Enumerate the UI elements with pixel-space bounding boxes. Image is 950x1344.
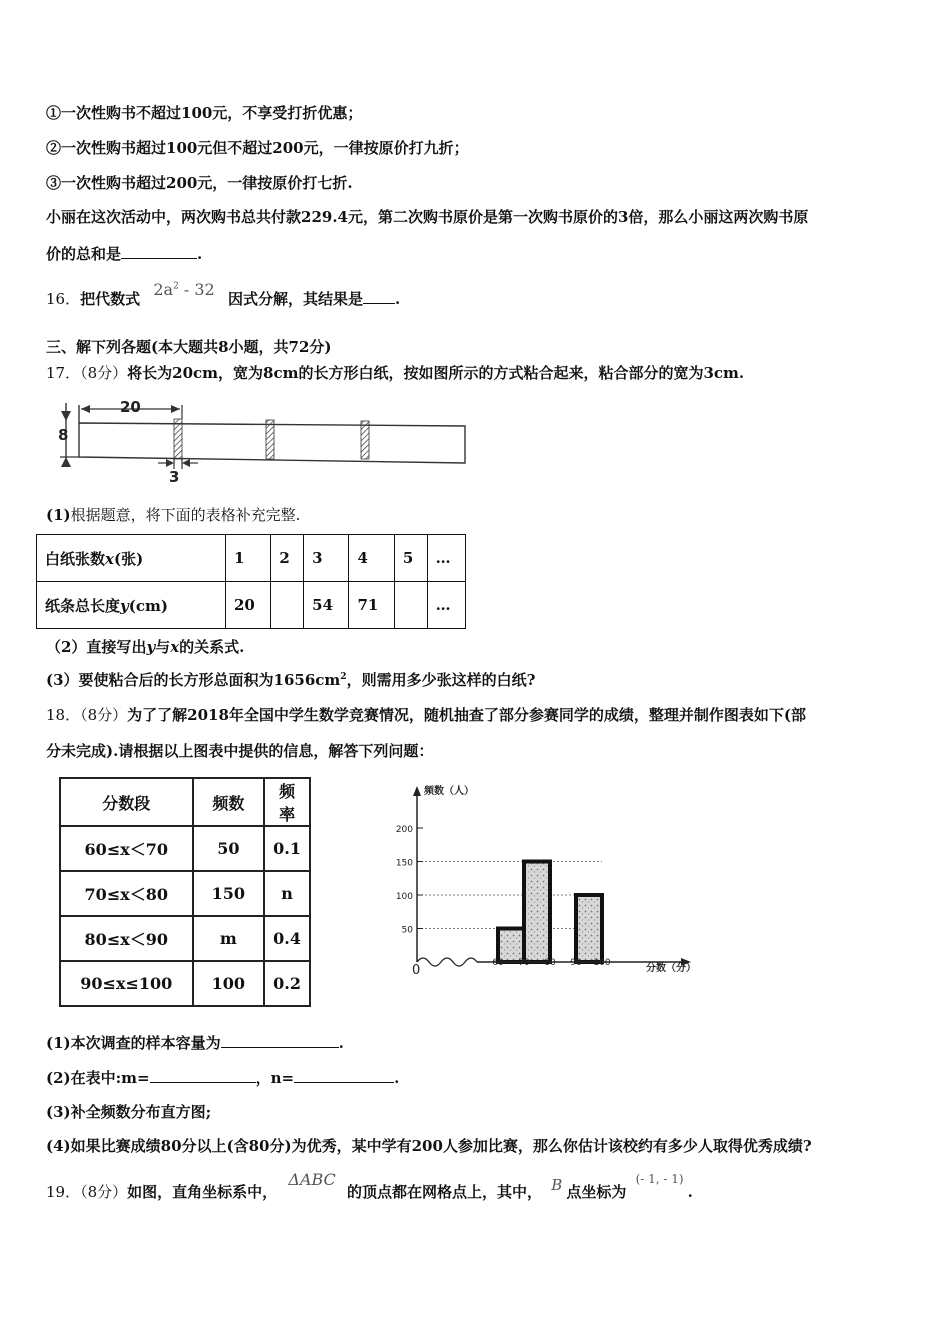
q18-n-blank[interactable]: [294, 1068, 394, 1083]
table-cell-blank[interactable]: [394, 582, 427, 629]
glue-zone-3: [361, 421, 369, 459]
q17-stem: [46, 362, 744, 383]
table-cell-blank[interactable]: [271, 582, 304, 629]
x-tick-label: 90: [570, 958, 582, 968]
x-axis-break: [417, 958, 477, 966]
x-tick-label: 100: [593, 958, 611, 968]
histogram-bar: [498, 929, 524, 963]
q16-end: .: [394, 290, 401, 308]
table-cell: 5: [394, 535, 427, 582]
q18-sub1: (1)本次调查的样本容量为 .: [46, 1034, 344, 1052]
y-tick-label: 100: [395, 892, 413, 902]
q18-sub4: (4)如果比赛成绩80分以上(含80分)为优秀，某中学有200人参加比赛，那么你估计该校约有多少人取得优秀成绩?: [46, 1137, 812, 1155]
table-cell: 90≤x≤100: [60, 961, 193, 1006]
y-tick-label: 150: [395, 858, 413, 869]
q18-histogram: [380, 778, 710, 983]
table-cell: 50: [193, 826, 265, 871]
table-cell: 54: [304, 582, 349, 629]
q16-answer-blank[interactable]: [363, 289, 395, 304]
rule-2: ②一次性购书超过100元但不超过200元，一律按原价打九折；: [46, 139, 469, 157]
q18-m-blank[interactable]: [150, 1068, 256, 1083]
table-cell: 60≤x＜70: [60, 826, 193, 871]
dim-3-label: 3: [169, 468, 180, 486]
q17-score: （8分）: [80, 364, 128, 382]
table-row: [37, 582, 466, 629]
table-row: [60, 871, 310, 916]
q19-coordinate: (- 1, - 1): [635, 1172, 684, 1186]
q17-text: 将长为20cm，宽为8cm的长方形白纸，按如图所示的方式粘合起来，粘合部分的宽为3cm.: [127, 364, 745, 382]
glue-zone-2: [266, 420, 274, 459]
table-row: [60, 961, 310, 1006]
histogram-bar: [524, 862, 550, 963]
section-3-heading: 三、解下列各题(本大题共8小题，共72分): [46, 338, 332, 356]
q15-line2-pre: 价的总和是: [46, 245, 122, 263]
table-row: [60, 916, 310, 961]
table-cell: 20: [226, 582, 271, 629]
table-cell: 1: [226, 535, 271, 582]
q17-sub2: （2）直接写出y与x的关系式.: [46, 638, 245, 656]
table-cell: …: [427, 535, 465, 582]
table-row: [60, 826, 310, 871]
q17-sub1-text: 根据题意，将下面的表格补充完整.: [70, 506, 301, 524]
dim-20-label: 20: [120, 398, 141, 416]
y-axis-arrow: [413, 786, 421, 796]
q15-line1: 小丽在这次活动中，两次购书总共付款229.4元，第二次购书原价是第一次购书原价的3倍，那么小丽这两次购书原: [46, 208, 809, 226]
table-cell: 100: [193, 961, 265, 1006]
table-header-row: [60, 778, 310, 826]
q16-post: 因式分解，其结果是: [227, 290, 363, 308]
table-cell: 4: [349, 535, 394, 582]
table-header: 频率: [264, 778, 310, 826]
q19-post: 点坐标为: [566, 1183, 627, 1201]
table-cell: 70≤x＜80: [60, 871, 193, 916]
rule-1: ①一次性购书不超过100元，不享受打折优惠；: [46, 104, 363, 122]
table-cell: 150: [193, 871, 265, 916]
q18-number: 18．: [46, 706, 81, 724]
q19-point: B: [551, 1176, 563, 1194]
q19-pre: 如图，直角坐标系中，: [127, 1183, 278, 1201]
q18-score: （8分）: [80, 706, 128, 724]
y-tick-label: 50: [401, 925, 413, 936]
table-cell: 3: [304, 535, 349, 582]
q18-stem-line2: 分未完成).请根据以上图表中提供的信息，解答下列问题：: [46, 742, 434, 760]
x-tick-label: 70: [518, 958, 530, 968]
table-header: 分数段: [60, 778, 193, 826]
q19-number: 19．: [46, 1183, 81, 1201]
q17-number: 17．: [46, 364, 81, 382]
q16-pre: 把代数式: [80, 290, 141, 308]
q18-sub2: (2)在表中:m= ，n= .: [46, 1069, 400, 1087]
q18-frequency-table: [59, 777, 311, 1007]
q17-sub3: (3）要使粘合后的长方形总面积为$1656cm^2$，则需用多少张这样的白纸?: [46, 671, 536, 689]
q17-row2-header: 纸条总长度y(cm): [37, 582, 226, 629]
origin-label: 0: [412, 963, 421, 978]
q18-sub3: (3)补全频数分布直方图;: [46, 1103, 212, 1121]
glue-zone-1: [174, 419, 182, 459]
table-cell: 0.2: [264, 961, 310, 1006]
q15-line2: [46, 243, 202, 264]
table-header: 频数: [193, 778, 265, 826]
q17-sub1: [46, 504, 300, 525]
q15-line2-post: .: [197, 245, 203, 263]
table-row: [37, 535, 466, 582]
table-cell: n: [264, 871, 310, 916]
table-cell: 0.4: [264, 916, 310, 961]
q19-triangle: ΔABC: [288, 1170, 336, 1189]
q19-stem: [46, 1170, 693, 1202]
y-tick-label: 200: [395, 825, 413, 835]
x-tick-label: 80: [544, 958, 556, 968]
table-cell: 0.1: [264, 826, 310, 871]
q17-sub1-number: (1): [46, 506, 71, 524]
q18-stem-line1: [46, 704, 806, 725]
q17-paper-strip-figure: [50, 395, 480, 487]
q16: [46, 280, 401, 309]
table-cell: m: [193, 916, 265, 961]
q18-line1: 为了了解2018年全国中学生数学竞赛情况，随机抽查了部分参赛同学的成绩，整理并制作图表如下(部: [127, 706, 806, 724]
table-cell: 80≤x＜90: [60, 916, 193, 961]
q17-table: [36, 534, 466, 629]
dim-8-label: 8: [58, 426, 69, 444]
q18-sub1-blank[interactable]: [221, 1033, 339, 1048]
table-cell: 71: [349, 582, 394, 629]
x-axis-label: 分数（分）: [646, 963, 696, 974]
q16-number: 16．: [46, 290, 81, 308]
x-tick-label: 60: [492, 958, 504, 968]
q16-expression: $2a^2 - 32$: [153, 280, 215, 299]
q19-end: .: [687, 1183, 693, 1201]
table-cell: …: [427, 582, 465, 629]
table-cell: 2: [271, 535, 304, 582]
q19-score: （8分）: [80, 1183, 128, 1201]
q19-mid: 的顶点都在网格点上，其中，: [347, 1183, 543, 1201]
y-axis-label: 频数（人）: [424, 786, 474, 797]
rule-3: ③一次性购书超过200元，一律按原价打七折.: [46, 174, 353, 192]
histogram-bar: [576, 895, 602, 962]
q15-answer-blank[interactable]: [121, 244, 197, 259]
q17-row1-header: 白纸张数x(张): [37, 535, 226, 582]
